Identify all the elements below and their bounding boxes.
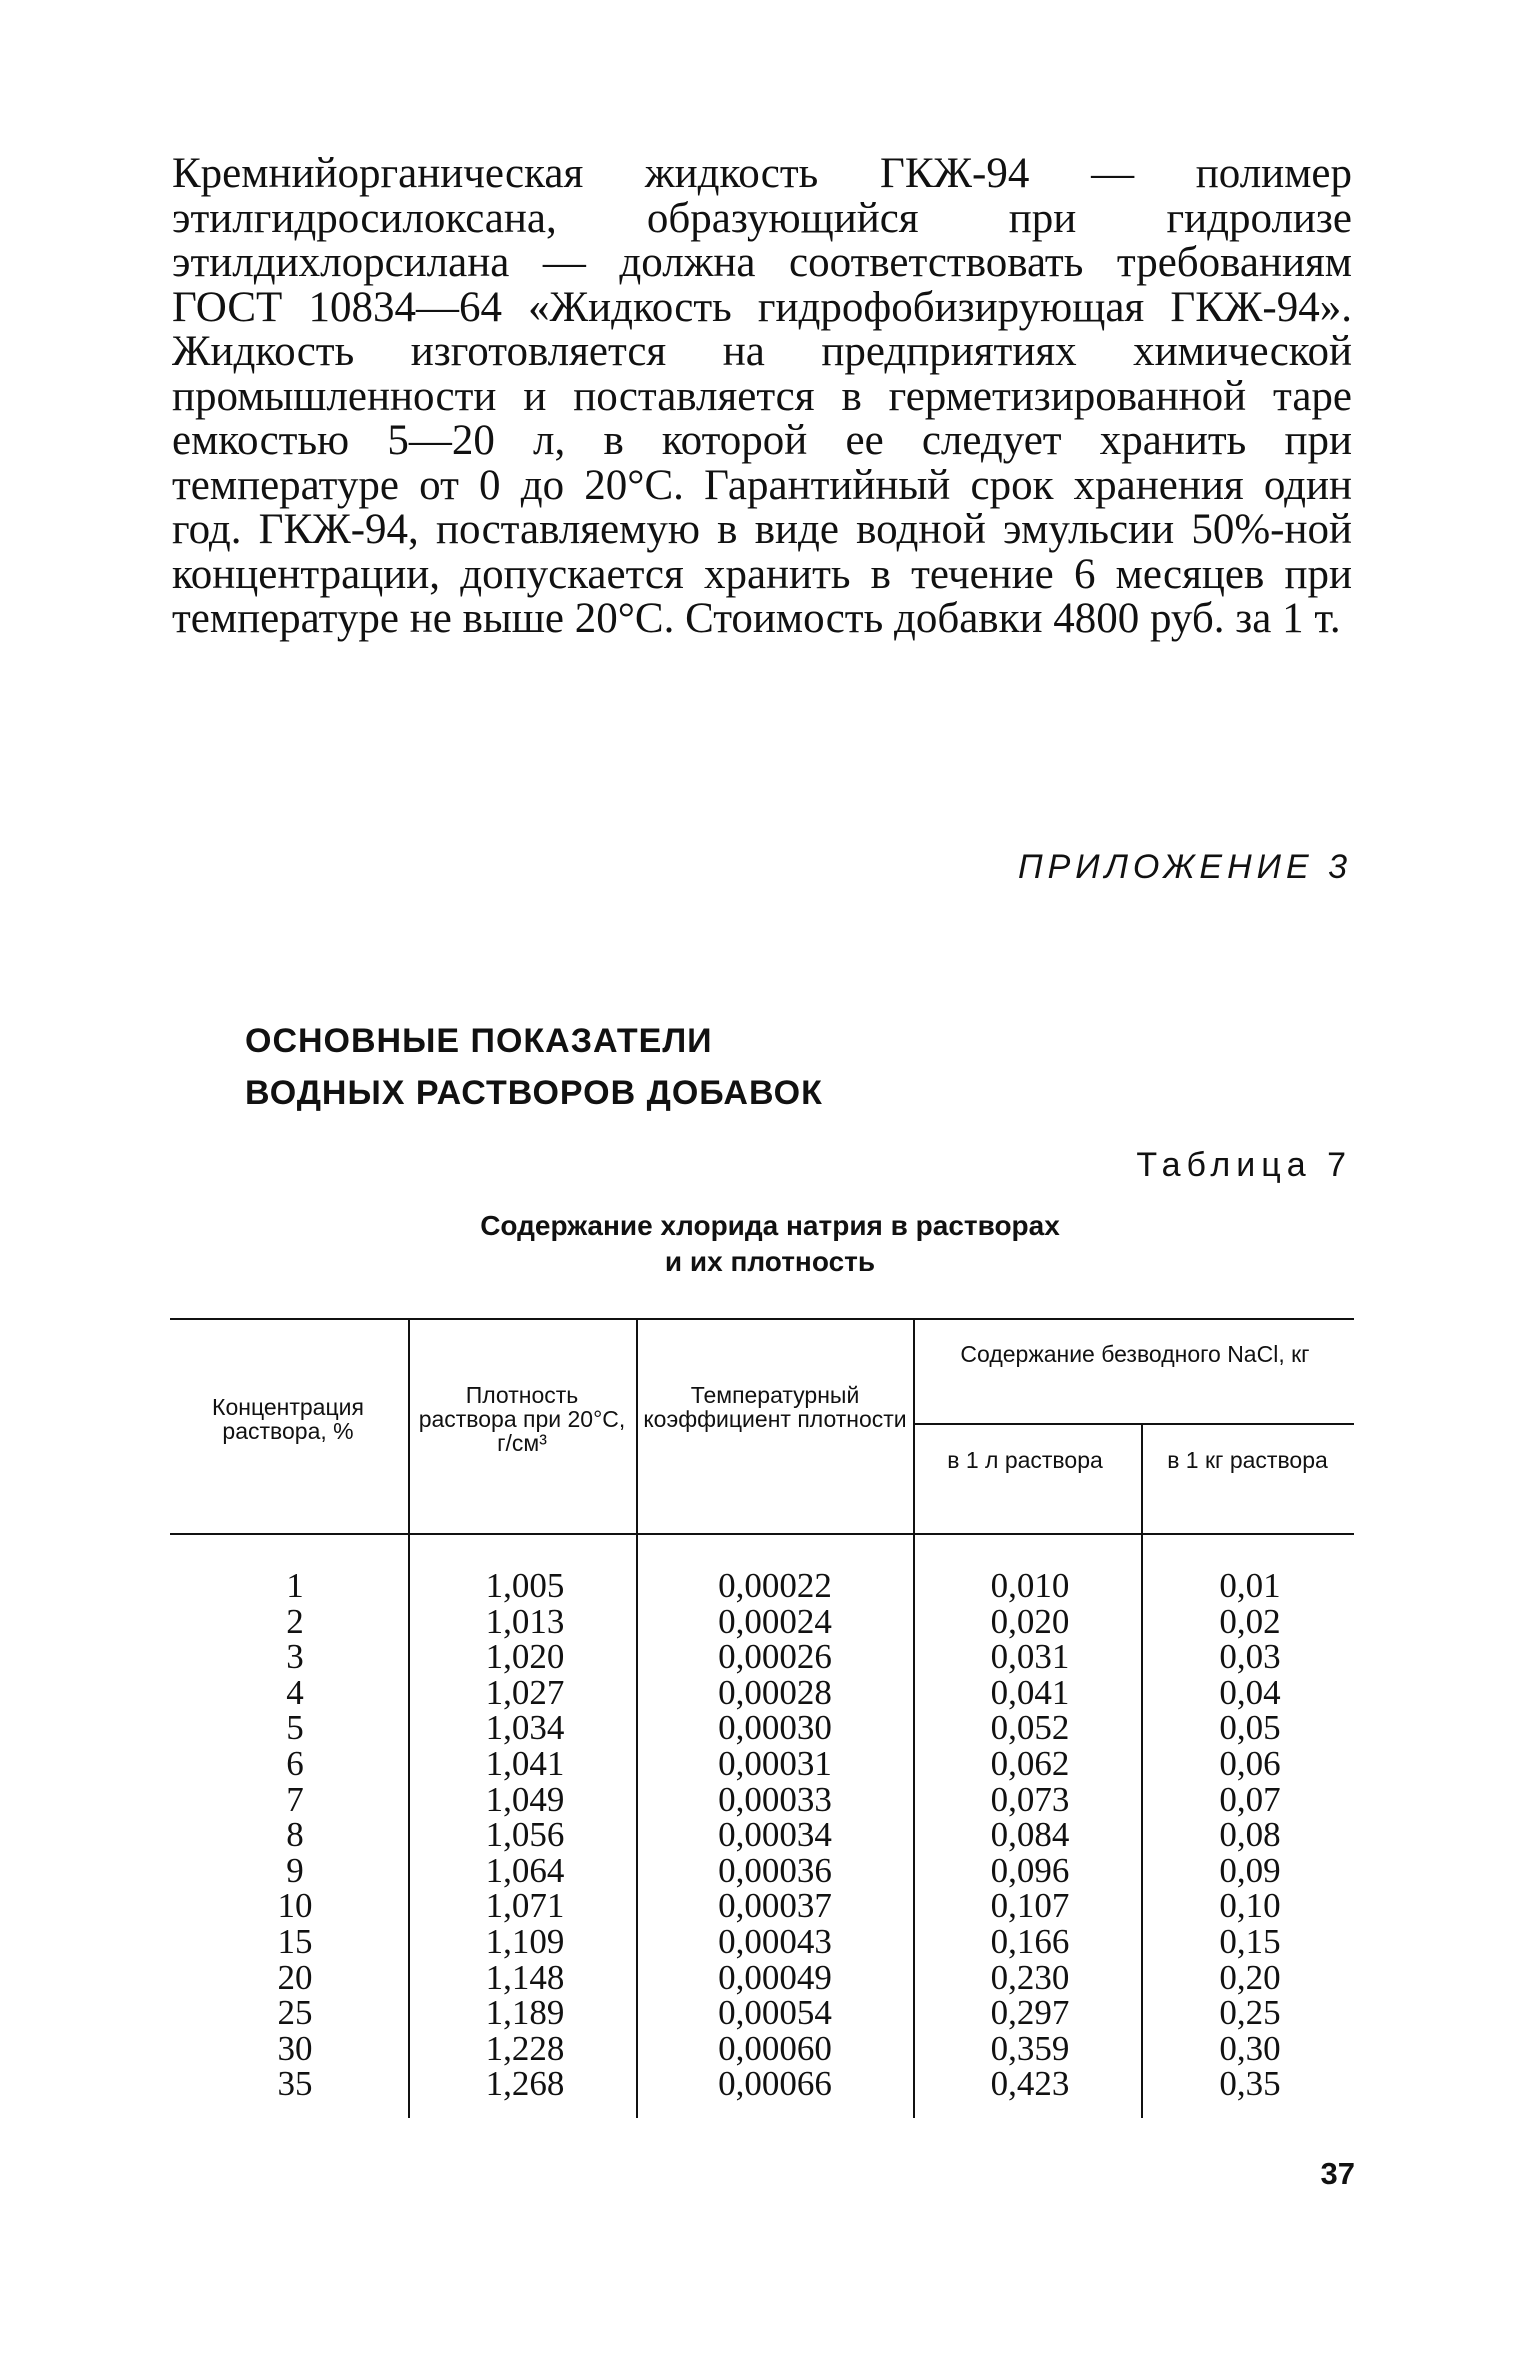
cell-per-liter: 0,230: [990, 1957, 1070, 1997]
cell-density: 1,056: [485, 1815, 565, 1855]
section-title-line-1: ОСНОВНЫЕ ПОКАЗАТЕЛИ: [245, 1022, 713, 1060]
cell-temp-coefficient: 0,00022: [718, 1566, 832, 1605]
column-temp-coefficient: [690, 1568, 860, 2102]
cell-temp-coefficient: 0,00028: [718, 1672, 832, 1712]
header-nacl-content: Содержание безводного NaCl, кг: [960, 1341, 1310, 1367]
cell-concentration: 25: [277, 1993, 313, 2033]
cell-per-liter: 0,062: [990, 1743, 1070, 1783]
cell-temp-coefficient: 0,00049: [718, 1957, 832, 1997]
cell-temp-coefficient: 0,00024: [718, 1601, 832, 1641]
cell-per-liter: 0,359: [990, 2028, 1070, 2068]
cell-density: 1,064: [485, 1850, 565, 1890]
cell-concentration: 10: [277, 1886, 313, 1926]
cell-concentration: 6: [286, 1743, 304, 1783]
cell-concentration: 2: [286, 1601, 304, 1641]
cell-temp-coefficient: 0,00054: [718, 1993, 832, 2033]
table-top-rule: [170, 1318, 1354, 1320]
appendix-label: ПРИЛОЖЕНИЕ 3: [1017, 848, 1352, 886]
cell-per-kg: 0,30: [1219, 2028, 1281, 2068]
cell-temp-coefficient: 0,00026: [718, 1637, 832, 1677]
cell-per-kg: 0,05: [1219, 1708, 1281, 1748]
cell-concentration: 1: [286, 1566, 304, 1605]
cell-per-liter: 0,297: [990, 1993, 1070, 2033]
cell-per-liter: 0,166: [990, 1921, 1070, 1961]
cell-density: 1,268: [485, 2064, 565, 2104]
table-label: Таблица 7: [1136, 1146, 1352, 1184]
table-caption-line-1: Содержание хлорида натрия в растворах: [480, 1210, 1060, 1241]
cell-per-liter: 0,096: [990, 1850, 1070, 1890]
header-concentration: Концентрация раствора, %: [212, 1394, 364, 1444]
header-temp-coefficient: Температурный коэффициент плотности: [643, 1382, 907, 1432]
column-concentration: [250, 1568, 340, 2102]
section-title-line-2: ВОДНЫХ РАСТВОРОВ ДОБАВОК: [245, 1074, 823, 1112]
cell-density: 1,189: [485, 1993, 565, 2033]
header-density: Плотность раствора при 20°С, г/см³: [418, 1382, 626, 1456]
cell-per-kg: 0,03: [1219, 1637, 1281, 1677]
cell-density: 1,041: [485, 1743, 565, 1783]
cell-temp-coefficient: 0,00037: [718, 1886, 832, 1926]
cell-per-liter: 0,084: [990, 1815, 1070, 1855]
cell-per-liter: 0,107: [990, 1886, 1070, 1926]
column-divider-1: [408, 1318, 410, 2118]
cell-temp-coefficient: 0,00066: [718, 2064, 832, 2104]
cell-temp-coefficient: 0,00031: [718, 1743, 832, 1783]
column-divider-4: [1141, 1423, 1143, 2118]
cell-per-liter: 0,052: [990, 1708, 1070, 1748]
cell-per-liter: 0,020: [990, 1601, 1070, 1641]
cell-per-kg: 0,02: [1219, 1601, 1281, 1641]
table-caption: [360, 1208, 1180, 1280]
cell-temp-coefficient: 0,00060: [718, 2028, 832, 2068]
cell-per-kg: 0,09: [1219, 1850, 1281, 1890]
cell-per-kg: 0,08: [1219, 1815, 1281, 1855]
cell-density: 1,228: [485, 2028, 565, 2068]
cell-concentration: 4: [286, 1672, 304, 1712]
cell-per-kg: 0,20: [1219, 1957, 1281, 1997]
cell-density: 1,027: [485, 1672, 565, 1712]
column-per-liter: [960, 1568, 1100, 2102]
column-divider-3: [913, 1318, 915, 2118]
cell-per-kg: 0,06: [1219, 1743, 1281, 1783]
table-caption-line-2: и их плотность: [664, 1246, 876, 1277]
cell-per-kg: 0,35: [1219, 2064, 1281, 2104]
cell-temp-coefficient: 0,00030: [718, 1708, 832, 1748]
nacl-group-rule: [915, 1423, 1354, 1425]
cell-density: 1,005: [485, 1566, 565, 1605]
header-per-kg: в 1 кг раствора: [1167, 1447, 1328, 1473]
cell-per-kg: 0,15: [1219, 1921, 1281, 1961]
body-paragraph: Кремнийорганическая жидкость ГКЖ-94 — полимер этилгидросилоксана, образующийся при гидролизе этилдихлорсилана — должна соответствовать требованиям ГОСТ 10834—64 «Жидкость гидрофобизирующая ГКЖ-94». Жидкость изготовляется на предприятиях химической промышленности и поставляется в герметизированной таре емкостью 5—20 л, в которой ее следует хранить при температуре от 0 до 20°С. Гарантийный срок хранения один год. ГКЖ-94, поставляемую в виде водной эмульсии 50%-ной концентрации, допускается хранить в течение 6 месяцев при температуре не выше 20°С. Стоимость добавки 4800 руб. за 1 т.: [172, 150, 1352, 642]
cell-temp-coefficient: 0,00034: [718, 1815, 832, 1855]
cell-per-kg: 0,07: [1219, 1779, 1281, 1819]
cell-concentration: 5: [286, 1708, 304, 1748]
cell-concentration: 8: [286, 1815, 304, 1855]
cell-temp-coefficient: 0,00043: [718, 1921, 832, 1961]
cell-per-kg: 0,01: [1219, 1566, 1281, 1605]
cell-concentration: 9: [286, 1850, 304, 1890]
cell-concentration: 30: [277, 2028, 313, 2068]
cell-density: 1,020: [485, 1637, 565, 1677]
cell-per-kg: 0,25: [1219, 1993, 1281, 2033]
column-divider-2: [636, 1318, 638, 2118]
cell-density: 1,013: [485, 1601, 565, 1641]
cell-per-liter: 0,041: [990, 1672, 1070, 1712]
column-per-kg: [1190, 1568, 1310, 2102]
column-density: [455, 1568, 595, 2102]
cell-per-liter: 0,423: [990, 2064, 1070, 2104]
cell-per-liter: 0,073: [990, 1779, 1070, 1819]
cell-per-kg: 0,10: [1219, 1886, 1281, 1926]
cell-concentration: 7: [286, 1779, 304, 1819]
cell-concentration: 20: [277, 1957, 313, 1997]
cell-concentration: 35: [277, 2064, 313, 2104]
cell-concentration: 3: [286, 1637, 304, 1677]
cell-density: 1,109: [485, 1921, 565, 1961]
table-header-bottom-rule: [170, 1533, 1354, 1535]
cell-per-liter: 0,031: [990, 1637, 1070, 1677]
cell-per-liter: 0,010: [990, 1566, 1070, 1605]
header-per-liter: в 1 л раствора: [947, 1447, 1103, 1473]
cell-density: 1,071: [485, 1886, 565, 1926]
page-number: 37: [1320, 2156, 1355, 2191]
cell-temp-coefficient: 0,00033: [718, 1779, 832, 1819]
cell-concentration: 15: [277, 1921, 313, 1961]
cell-per-kg: 0,04: [1219, 1672, 1281, 1712]
cell-density: 1,148: [485, 1957, 565, 1997]
cell-density: 1,034: [485, 1708, 565, 1748]
section-title: [245, 1015, 823, 1119]
cell-temp-coefficient: 0,00036: [718, 1850, 832, 1890]
cell-density: 1,049: [485, 1779, 565, 1819]
